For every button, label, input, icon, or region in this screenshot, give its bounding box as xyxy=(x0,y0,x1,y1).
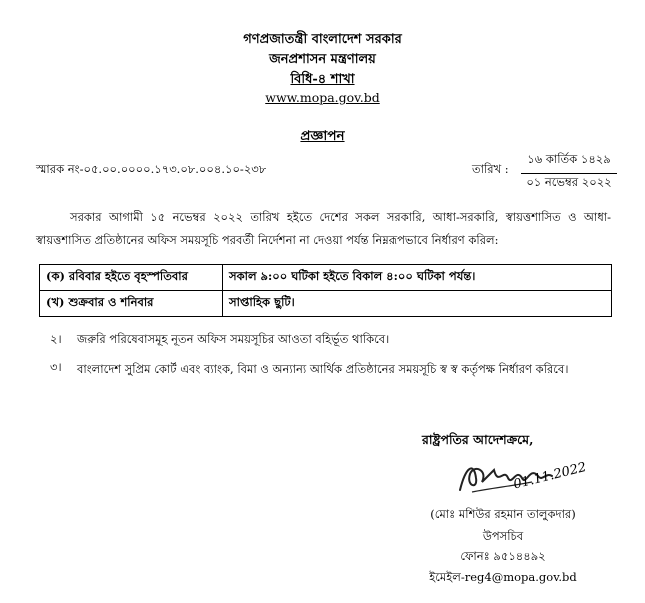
website-link[interactable]: www.mopa.gov.bd xyxy=(265,90,380,105)
paragraph-1 xyxy=(36,206,611,252)
item-3-number: ৩। xyxy=(50,360,62,374)
schedule-days: (ক) রবিবার হইতে বৃহস্পতিবার xyxy=(40,265,223,291)
office-schedule-table xyxy=(39,264,612,317)
table-row xyxy=(40,291,612,317)
memo-number: স্মারক নং-০৫.০০.০০০০.১৭৩.০৮.০০৪.১০-২৩৮ xyxy=(36,162,267,176)
date-label: তারিখ : xyxy=(472,162,509,176)
table-row xyxy=(40,265,612,291)
date-english: ০১ নভেম্বর ২০২২ xyxy=(526,175,612,189)
notification-title: প্রজ্ঞাপন xyxy=(300,128,345,144)
government-name: গণপ্রজাতন্ত্রী বাংলাদেশ সরকার xyxy=(243,32,402,47)
signature-date: 01.11.2022 xyxy=(512,459,588,493)
signatory-name: (মোঃ মশিউর রহমান তালুকদার) xyxy=(430,507,576,521)
ministry-name: জনপ্রশাসন মন্ত্রণালয় xyxy=(269,52,376,67)
date-bangla: ১৬ কার্তিক ১৪২৯ xyxy=(521,151,617,174)
schedule-days: (খ) শুক্রবার ও শনিবার xyxy=(40,291,223,317)
item-2-number: ২। xyxy=(50,332,62,346)
order-line: রাষ্ট্রপতির আদেশক্রমে, xyxy=(422,432,534,447)
paragraph-1-text: সরকার আগামী ১৫ নভেম্বর ২০২২ তারিখ হইতে দেশের সকল সরকারি, আধা-সরকারি, স্বায়ত্তশাসিত ও আধা-স্বায়ত্তশাসিত প্রতিষ্ঠানের অফিস সময়সূচি পরবর্তী নির্দেশনা না দেওয়া পর্যন্ত নিম্নরূপভাবে নির্ধারণ করিল: xyxy=(36,210,611,247)
section-name: বিধি-৪ শাখা xyxy=(290,72,355,87)
item-2-text: জরুরি পরিষেবাসমূহ নূতন অফিস সময়সূচির আওতা বহির্ভূত থাকিবে। xyxy=(77,332,390,346)
schedule-time: সকাল ৯:০০ ঘটিকা হইতে বিকাল ৪:০০ ঘটিকা পর্যন্ত। xyxy=(223,265,612,291)
schedule-time: সাপ্তাহিক ছুটি। xyxy=(223,291,612,317)
signatory-email[interactable]: ইমেইল-reg4@mopa.gov.bd xyxy=(429,570,577,584)
item-3-text: বাংলাদেশ সুপ্রিম কোর্ট এবং ব্যাংক, বিমা ও অন্যান্য আর্থিক প্রতিষ্ঠানের সময়সূচি স্ব স্ব কর্তৃপক্ষ নির্ধারণ করিবে। xyxy=(77,362,569,376)
signatory-phone: ফোনঃ ৯৫১৪৪৯২ xyxy=(460,549,546,563)
item-3 xyxy=(36,357,611,381)
signatory-designation: উপসচিব xyxy=(482,529,524,543)
